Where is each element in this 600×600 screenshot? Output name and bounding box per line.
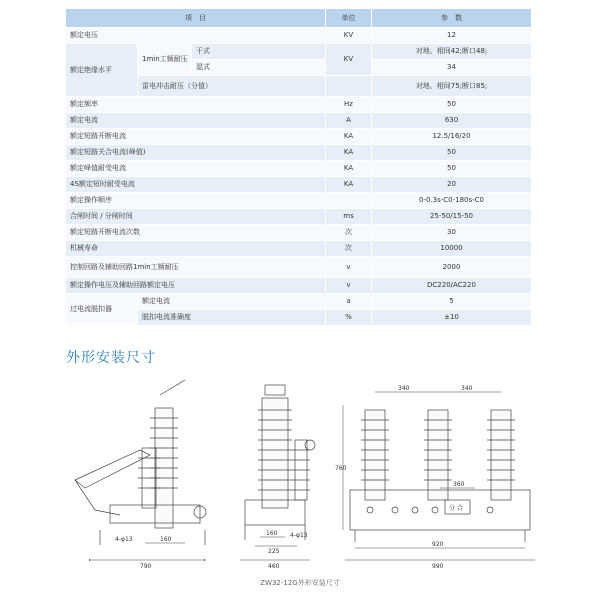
- row-unit: A: [326, 113, 372, 129]
- header-unit: 单位: [326, 9, 372, 28]
- row-unit: Hz: [326, 97, 372, 113]
- row-name: 机械寿命: [66, 241, 326, 257]
- insulation-unit: KV: [326, 44, 372, 76]
- dim-920: 920: [432, 541, 444, 548]
- row-value: 0-0.3s-C0-180s-C0: [372, 193, 532, 209]
- insulation-lightning: 雷电冲击耐压（分值）: [138, 76, 326, 97]
- dim-160: 160: [160, 536, 172, 543]
- header-param: 参 数: [372, 9, 532, 28]
- dim-hole2: 4-φ13: [290, 532, 308, 539]
- row-unit: [326, 193, 372, 209]
- insulation-wet-value: 34: [372, 60, 532, 76]
- dim-hole: 4-φ13: [115, 536, 133, 543]
- dim-990: 990: [432, 563, 444, 570]
- dim-790: 790: [140, 563, 152, 570]
- table-row: [66, 145, 532, 161]
- row-name: 控制回路及辅助回路1min工频耐压: [66, 257, 326, 278]
- table-row: [66, 225, 532, 241]
- table-header-row: [66, 9, 532, 28]
- table-row: [66, 28, 532, 44]
- row-unit: v: [326, 278, 372, 294]
- row-name: 额定频率: [66, 97, 326, 113]
- table-row: [66, 177, 532, 193]
- row-name: 额定电流: [138, 294, 326, 310]
- table-row: [66, 241, 532, 257]
- row-unit: KA: [326, 161, 372, 177]
- table-row: [66, 209, 532, 225]
- front-view-drawing: [245, 385, 315, 540]
- row-value: 10000: [372, 241, 532, 257]
- row-value: 50: [372, 97, 532, 113]
- dim-340b: 340: [461, 385, 473, 392]
- row-value: 50: [372, 145, 532, 161]
- table-row: [66, 257, 532, 278]
- row-unit: 次: [326, 225, 372, 241]
- dim-360: 360: [453, 481, 465, 488]
- section-title: 外形安装尺寸: [66, 350, 156, 366]
- row-value: 12.5/16/20: [372, 129, 532, 145]
- row-value: 50: [372, 161, 532, 177]
- row-unit: KA: [326, 145, 372, 161]
- table-row: [66, 193, 532, 209]
- row-name: 额定短路关合电流(峰值): [66, 145, 326, 161]
- switch-label: 分 合: [449, 505, 463, 512]
- row-value: 5: [372, 294, 532, 310]
- row-unit: 次: [326, 241, 372, 257]
- figure-caption: ZW32-12G外形安装尺寸: [260, 579, 340, 587]
- table-row: [66, 278, 532, 294]
- insulation-sub: 1min工频耐压: [138, 44, 192, 76]
- table-row: [66, 161, 532, 177]
- row-name: 合闸时间 / 分闸时间: [66, 209, 326, 225]
- dim-760: 760: [335, 465, 347, 472]
- side-view-drawing: [75, 380, 206, 545]
- table-row: [66, 44, 532, 60]
- row-unit: %: [326, 310, 372, 326]
- row-name: 额定短路开断电流次数: [66, 225, 326, 241]
- row-unit: KA: [326, 129, 372, 145]
- insulation-dry: 干式: [192, 44, 326, 60]
- installation-drawings: [0, 370, 600, 575]
- trip-name: 过电流脱扣器: [66, 294, 138, 326]
- row-name: 额定短路开断电流: [66, 129, 326, 145]
- rear-view-drawing: [350, 410, 530, 542]
- row-value: 630: [372, 113, 532, 129]
- row-name: 额定操作电压及辅助回路额定电压: [66, 278, 326, 294]
- row-unit: ms: [326, 209, 372, 225]
- table-row: [66, 97, 532, 113]
- row-value: 25-50/15-50: [372, 209, 532, 225]
- insulation-lightning-value: 对地、相间75;断口85;: [372, 76, 532, 97]
- insulation-name: 额定绝缘水平: [66, 44, 138, 97]
- spec-table: [65, 8, 532, 326]
- table-row: [66, 113, 532, 129]
- side-view-dims: [90, 536, 205, 570]
- row-value: 20: [372, 177, 532, 193]
- insulation-dry-value: 对地、相间42;断口48;: [372, 44, 532, 60]
- row-value: DC220/AC220: [372, 278, 532, 294]
- dim-225: 225: [268, 548, 280, 555]
- row-name: 额定峰值耐受电流: [66, 161, 326, 177]
- row-value: ±10: [372, 310, 532, 326]
- row-unit: KA: [326, 177, 372, 193]
- row-name: 脱扣电流准确度: [138, 310, 326, 326]
- dim-460: 460: [268, 563, 280, 570]
- row-unit: a: [326, 294, 372, 310]
- insulation-wet: 湿式: [192, 60, 326, 76]
- row-unit: KV: [326, 28, 372, 44]
- row-value: 2000: [372, 257, 532, 278]
- front-view-dims: [240, 530, 310, 570]
- dim-340a: 340: [398, 385, 410, 392]
- table-row: [66, 294, 532, 310]
- row-value: 30: [372, 225, 532, 241]
- row-name: 额定操作顺序: [66, 193, 326, 209]
- row-name: 4S额定短时耐受电流: [66, 177, 326, 193]
- header-item: 项 目: [66, 9, 326, 28]
- row-name: 额定电流: [66, 113, 326, 129]
- row-unit: v: [326, 257, 372, 278]
- row-name: 额定电压: [66, 28, 326, 44]
- row-value: 12: [372, 28, 532, 44]
- table-row: [66, 129, 532, 145]
- dim-160b: 160: [266, 530, 278, 537]
